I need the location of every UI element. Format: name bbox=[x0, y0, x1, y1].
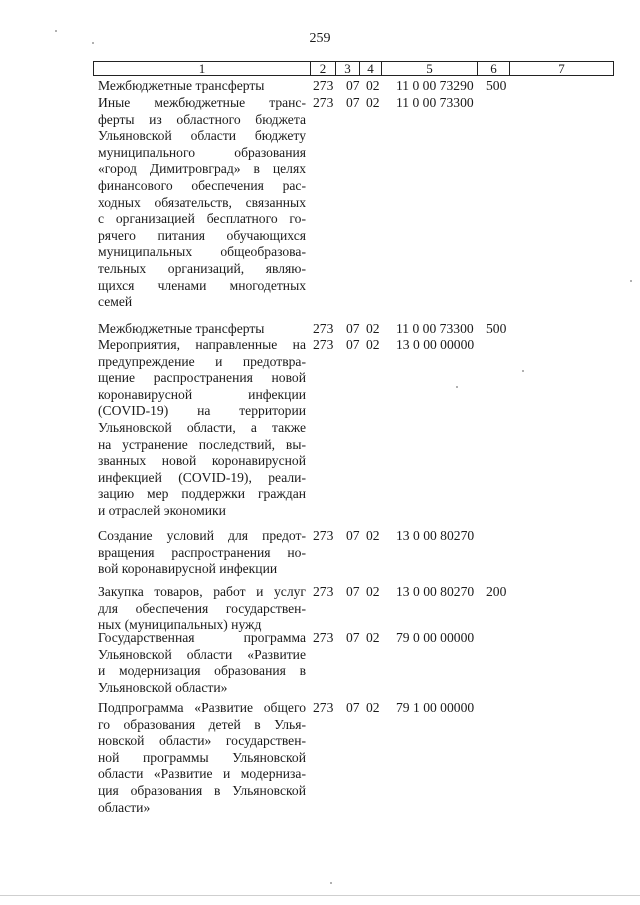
cell-c3: 07 bbox=[346, 528, 360, 543]
description-line: рячего питания обучающихся bbox=[98, 227, 306, 243]
description-line: Ульяновской области «Развитие bbox=[98, 646, 306, 662]
cell-c2: 273 bbox=[313, 584, 334, 599]
cell-c4: 02 bbox=[366, 95, 380, 110]
description-line: го образования детей в Улья- bbox=[98, 716, 306, 732]
page-number: 259 bbox=[309, 31, 331, 46]
cell-c5: 79 1 00 00000 bbox=[396, 700, 475, 715]
row-description bbox=[98, 584, 306, 634]
cell-c3: 07 bbox=[346, 321, 360, 336]
description-line: области» bbox=[98, 799, 151, 815]
description-line: Межбюджетные трансферты bbox=[98, 321, 265, 336]
cell-c4: 02 bbox=[366, 630, 380, 645]
cell-c6: 200 bbox=[486, 584, 507, 599]
scan-speck bbox=[456, 386, 458, 388]
cell-c2: 273 bbox=[313, 321, 334, 336]
cell-c4: 02 bbox=[366, 584, 380, 599]
description-line: ферты из областного бюджета bbox=[98, 111, 306, 127]
description-line: и отраслей экономики bbox=[98, 502, 226, 518]
description-line: Закупка товаров, работ и услуг bbox=[98, 584, 306, 599]
row-description bbox=[98, 630, 306, 696]
cell-c3: 07 bbox=[346, 95, 360, 110]
cell-c4: 02 bbox=[366, 528, 380, 543]
description-line: новской области» государствен- bbox=[98, 733, 306, 749]
description-line: ходных обязательств, связанных bbox=[98, 194, 306, 210]
description-line: Межбюджетные трансферты bbox=[98, 78, 265, 93]
description-line: (COVID-19) на территории bbox=[98, 403, 306, 419]
header-col-4: 4 bbox=[359, 62, 381, 75]
cell-c5: 13 0 00 80270 bbox=[396, 584, 475, 599]
description-line: для обеспечения государствен- bbox=[98, 600, 306, 616]
scan-speck bbox=[330, 882, 332, 884]
scan-edge bbox=[0, 895, 640, 896]
scan-speck bbox=[522, 370, 524, 372]
description-line: предупреждение и предотвра- bbox=[98, 353, 306, 369]
cell-c2: 273 bbox=[313, 78, 334, 93]
description-line: на устранение последствий, вы- bbox=[98, 436, 306, 452]
scan-speck bbox=[55, 30, 57, 32]
cell-c3: 07 bbox=[346, 584, 360, 599]
description-line: ных (муниципальных) нужд bbox=[98, 617, 262, 633]
description-line: коронавирусной инфекции bbox=[98, 386, 306, 402]
cell-c5: 13 0 00 80270 bbox=[396, 528, 475, 543]
cell-c4: 02 bbox=[366, 337, 380, 352]
description-line: щихся членами многодетных bbox=[98, 277, 306, 293]
cell-c4: 02 bbox=[366, 78, 380, 93]
header-col-7: 7 bbox=[509, 62, 613, 75]
description-line: муниципального образования bbox=[98, 144, 306, 160]
cell-c2: 273 bbox=[313, 630, 334, 645]
header-col-6: 6 bbox=[477, 62, 509, 75]
scan-speck bbox=[630, 280, 632, 282]
description-line: Ульяновской области» bbox=[98, 679, 228, 695]
row-description bbox=[98, 95, 306, 311]
description-line: щение распространения новой bbox=[98, 370, 306, 386]
cell-c5: 11 0 00 73300 bbox=[396, 95, 474, 110]
description-line: с организацией бесплатного го- bbox=[98, 211, 306, 227]
description-line: Иные межбюджетные транс- bbox=[98, 95, 306, 110]
description-line: ной программы Ульяновской bbox=[98, 749, 306, 765]
row-description bbox=[98, 78, 306, 95]
cell-c6: 500 bbox=[486, 321, 507, 336]
description-line: муниципальных общеобразова- bbox=[98, 244, 306, 260]
description-line: Ульяновской области бюджету bbox=[98, 128, 306, 144]
cell-c5: 11 0 00 73300 bbox=[396, 321, 474, 336]
description-line: ция образования в Ульяновской bbox=[98, 782, 306, 798]
description-line: семей bbox=[98, 294, 133, 310]
cell-c2: 273 bbox=[313, 337, 334, 352]
cell-c3: 07 bbox=[346, 78, 360, 93]
scan-speck bbox=[92, 42, 94, 44]
description-line: зацию мер поддержки граждан bbox=[98, 486, 306, 502]
row-description bbox=[98, 700, 306, 816]
description-line: Подпрограмма «Развитие общего bbox=[98, 700, 306, 715]
header-col-1: 1 bbox=[198, 61, 206, 76]
description-line: Мероприятия, направленные на bbox=[98, 337, 306, 352]
cell-c3: 07 bbox=[346, 700, 360, 715]
description-line: инфекцией (COVID-19), реали- bbox=[98, 469, 306, 485]
row-description bbox=[98, 337, 306, 520]
cell-c4: 02 bbox=[366, 321, 380, 336]
description-line: Ульяновской области, а также bbox=[98, 419, 306, 435]
cell-c2: 273 bbox=[313, 700, 334, 715]
header-col-3: 3 bbox=[335, 62, 359, 75]
header-col-5: 5 bbox=[381, 62, 477, 75]
description-line: области «Развитие и модерниза- bbox=[98, 766, 306, 782]
cell-c5: 13 0 00 00000 bbox=[396, 337, 475, 352]
cell-c4: 02 bbox=[366, 700, 380, 715]
description-line: званных новой коронавирусной bbox=[98, 453, 306, 469]
header-col-2: 2 bbox=[310, 62, 335, 75]
description-line: и модернизация образования в bbox=[98, 663, 306, 679]
description-line: «город Димитровград» в целях bbox=[98, 161, 306, 177]
cell-c3: 07 bbox=[346, 630, 360, 645]
description-line: финансового обеспечения рас- bbox=[98, 177, 306, 193]
description-line: Государственная программа bbox=[98, 630, 306, 645]
description-line: вой коронавирусной инфекции bbox=[98, 561, 278, 577]
description-line: Создание условий для предот- bbox=[98, 528, 306, 543]
description-line: тельных организаций, являю- bbox=[98, 260, 306, 276]
cell-c5: 11 0 00 73290 bbox=[396, 78, 474, 93]
description-line: вращения распространения но- bbox=[98, 544, 306, 560]
row-description bbox=[98, 321, 306, 338]
cell-c2: 273 bbox=[313, 95, 334, 110]
cell-c2: 273 bbox=[313, 528, 334, 543]
cell-c5: 79 0 00 00000 bbox=[396, 630, 475, 645]
table-header bbox=[93, 61, 614, 76]
cell-c6: 500 bbox=[486, 78, 507, 93]
cell-c3: 07 bbox=[346, 337, 360, 352]
row-description bbox=[98, 528, 306, 578]
